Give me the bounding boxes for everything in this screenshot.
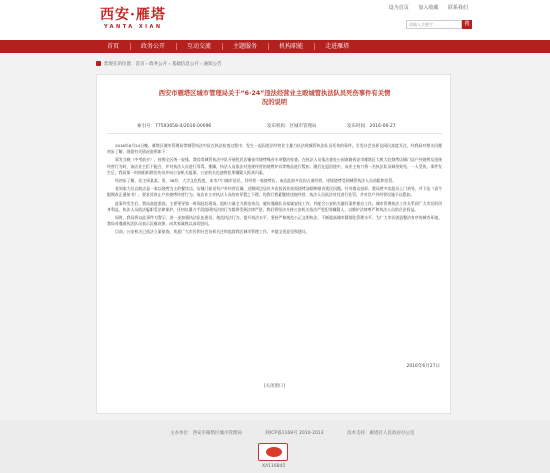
emblem-icon bbox=[266, 447, 282, 457]
close-window-button[interactable]: [关闭窗口] bbox=[263, 384, 286, 389]
paragraph: 2016年6月24日晚，雁塔区城市管理局等城管执法中队在执法检查过程中，发生一起因违法经营业主暴力抗法致城管执法队员死伤的事件。引发社会各界及网民高度关注，经我局对相关问题初步了解，现就有关情况说明如下： bbox=[107, 143, 442, 155]
paragraph: 此事件发生后，我局高度重视，主要领导第一时间赶赴现场，组织力量全力救治伤员，做好遇难队员家属安抚工作，并配合公安机关做好案件侦办工作。城市管理执法工作关系到广大市民的切身利益，执法人员依法履职受法律保护，任何以暴力手段阻碍执法的行为都将受到法律严惩，我们将坚决支持公安机关依法严惩犯罪嫌疑人，以维护法律尊严和执法人员的合法权益。 bbox=[107, 200, 442, 212]
paragraph: 事发当晚（中考前夕），按照全区统一安排，我局等城管执法中队开展扰民店铺夜市烧烤噪音专项整治检查。在执法人员依法查处公园南路西安市雁塔区大机大灶烧烤店铺门店户外烧烤及违规经营行为时，该店业主拒不配合，并对执法人员进行辱骂、推搡，执法人员依法对违规经营的烧烤炉具等物品进行暂扣，随后在返回途中，该业主持刀将一名执法队员刺伤致死、一人受伤，事件发生后，我局第一时间组织救治伤员并向公安机关报案，公安机关迅速将犯罪嫌疑人抓获归案。 bbox=[107, 157, 442, 175]
paragraph: 同时，我局将以此事件为警示，进一步加强执法队伍建设，规范执法行为，提升执法水平，坚持严格规范公正文明执法，不断提高城市精细化管理水平，为广大市民创造整洁有序的城市环境。我局对遇难执法队员表示沉痛哀悼，向其家属致以深切慰问。 bbox=[107, 214, 442, 227]
nav-interaction[interactable]: 互动交流 bbox=[176, 40, 222, 53]
footer-icp[interactable]: 陕ICP备1168号 2010-2013 bbox=[265, 431, 324, 436]
add-favorite-link[interactable]: 加入收藏 bbox=[418, 5, 439, 11]
gov-site-badge-icon[interactable] bbox=[258, 443, 288, 461]
footer-host: 主办单位：西安市雁塔区城市管理局 bbox=[170, 431, 242, 436]
main-nav bbox=[0, 40, 550, 53]
article-card bbox=[96, 74, 451, 414]
nav-about-yanta[interactable]: 走进雁塔 bbox=[314, 40, 360, 53]
search-button[interactable]: 搜 bbox=[462, 20, 472, 29]
paragraph: 老周家大灶自助店是一家以烧烤为主的餐饮店，店铺门前设有户外经营区域，近期周边居民多次投诉其夜间烧烤油烟和噪音扰民问题。针对群众投诉，我局曾多次派员上门劝导，并下达《责令限期改正通知书》，要求其停止户外烧烤经营行为。该店业主对执法人员的劝导置之不理，仍我行我素继续违规经营，执法人员依法对其进行处罚，并对其户外经营设施予以暂扣。 bbox=[107, 186, 442, 198]
set-homepage-link[interactable]: 设为首页 bbox=[388, 5, 409, 11]
site-logo[interactable] bbox=[100, 6, 166, 31]
article-body bbox=[107, 143, 442, 237]
location-icon bbox=[96, 61, 101, 66]
signature-date: 2016年6月27日 bbox=[406, 364, 440, 369]
publish-date: 发布时间：2016-06-27 bbox=[347, 124, 396, 129]
index-number: 索引号：77593658-4/2016-00096 bbox=[137, 124, 212, 129]
article-title-line2: 况的说明 bbox=[261, 99, 288, 106]
article-title-line1: 西安市雁塔区城市管理局关于“6·24”违法经营业主殴城管执法队员死伤事件有关情 bbox=[158, 90, 391, 97]
breadcrumb-text[interactable]: 您现在的位置：首页 › 政务公开 › 基础信息公开 › 通知公告 bbox=[104, 62, 222, 67]
nav-organization[interactable]: 机构职能 bbox=[268, 40, 314, 53]
nav-home[interactable]: 首页 bbox=[107, 43, 120, 50]
search-input[interactable]: 请输入关键字 bbox=[406, 20, 462, 29]
divider bbox=[107, 133, 442, 134]
footer-info bbox=[170, 430, 436, 436]
nav-gov-affairs[interactable]: 政务公开 bbox=[130, 40, 176, 53]
site-footer bbox=[0, 420, 550, 473]
paragraph: 经初步了解，店主周某某，男，38岁，大学文化程度，本市户口城市居民，其经营一家烧烤店，该店此前多次因占道经营、违规烧烤受到城管执法人员劝阻和处罚。 bbox=[115, 178, 397, 184]
contact-us-link[interactable]: 联系我们 bbox=[447, 5, 468, 11]
site-header bbox=[0, 0, 550, 40]
breadcrumb bbox=[96, 60, 451, 70]
top-links bbox=[381, 4, 468, 11]
publishing-org: 发布机构：区城市管理局 bbox=[267, 124, 317, 129]
paragraph: 目前，公安机关已依法立案侦查。欢迎广大市民和社会各界关注和监督我区城市管理工作，多提宝贵意见和建议。 bbox=[115, 229, 310, 235]
logo-en: YANTA XIAN bbox=[104, 24, 163, 30]
footer-support: 技术支持：雁塔区人民政府办公室 bbox=[346, 431, 415, 436]
nav-services[interactable]: 主题服务 bbox=[222, 40, 268, 53]
logo-cn: 西安·雁塔 bbox=[100, 7, 166, 23]
badge-id: XA116845 bbox=[262, 464, 286, 469]
